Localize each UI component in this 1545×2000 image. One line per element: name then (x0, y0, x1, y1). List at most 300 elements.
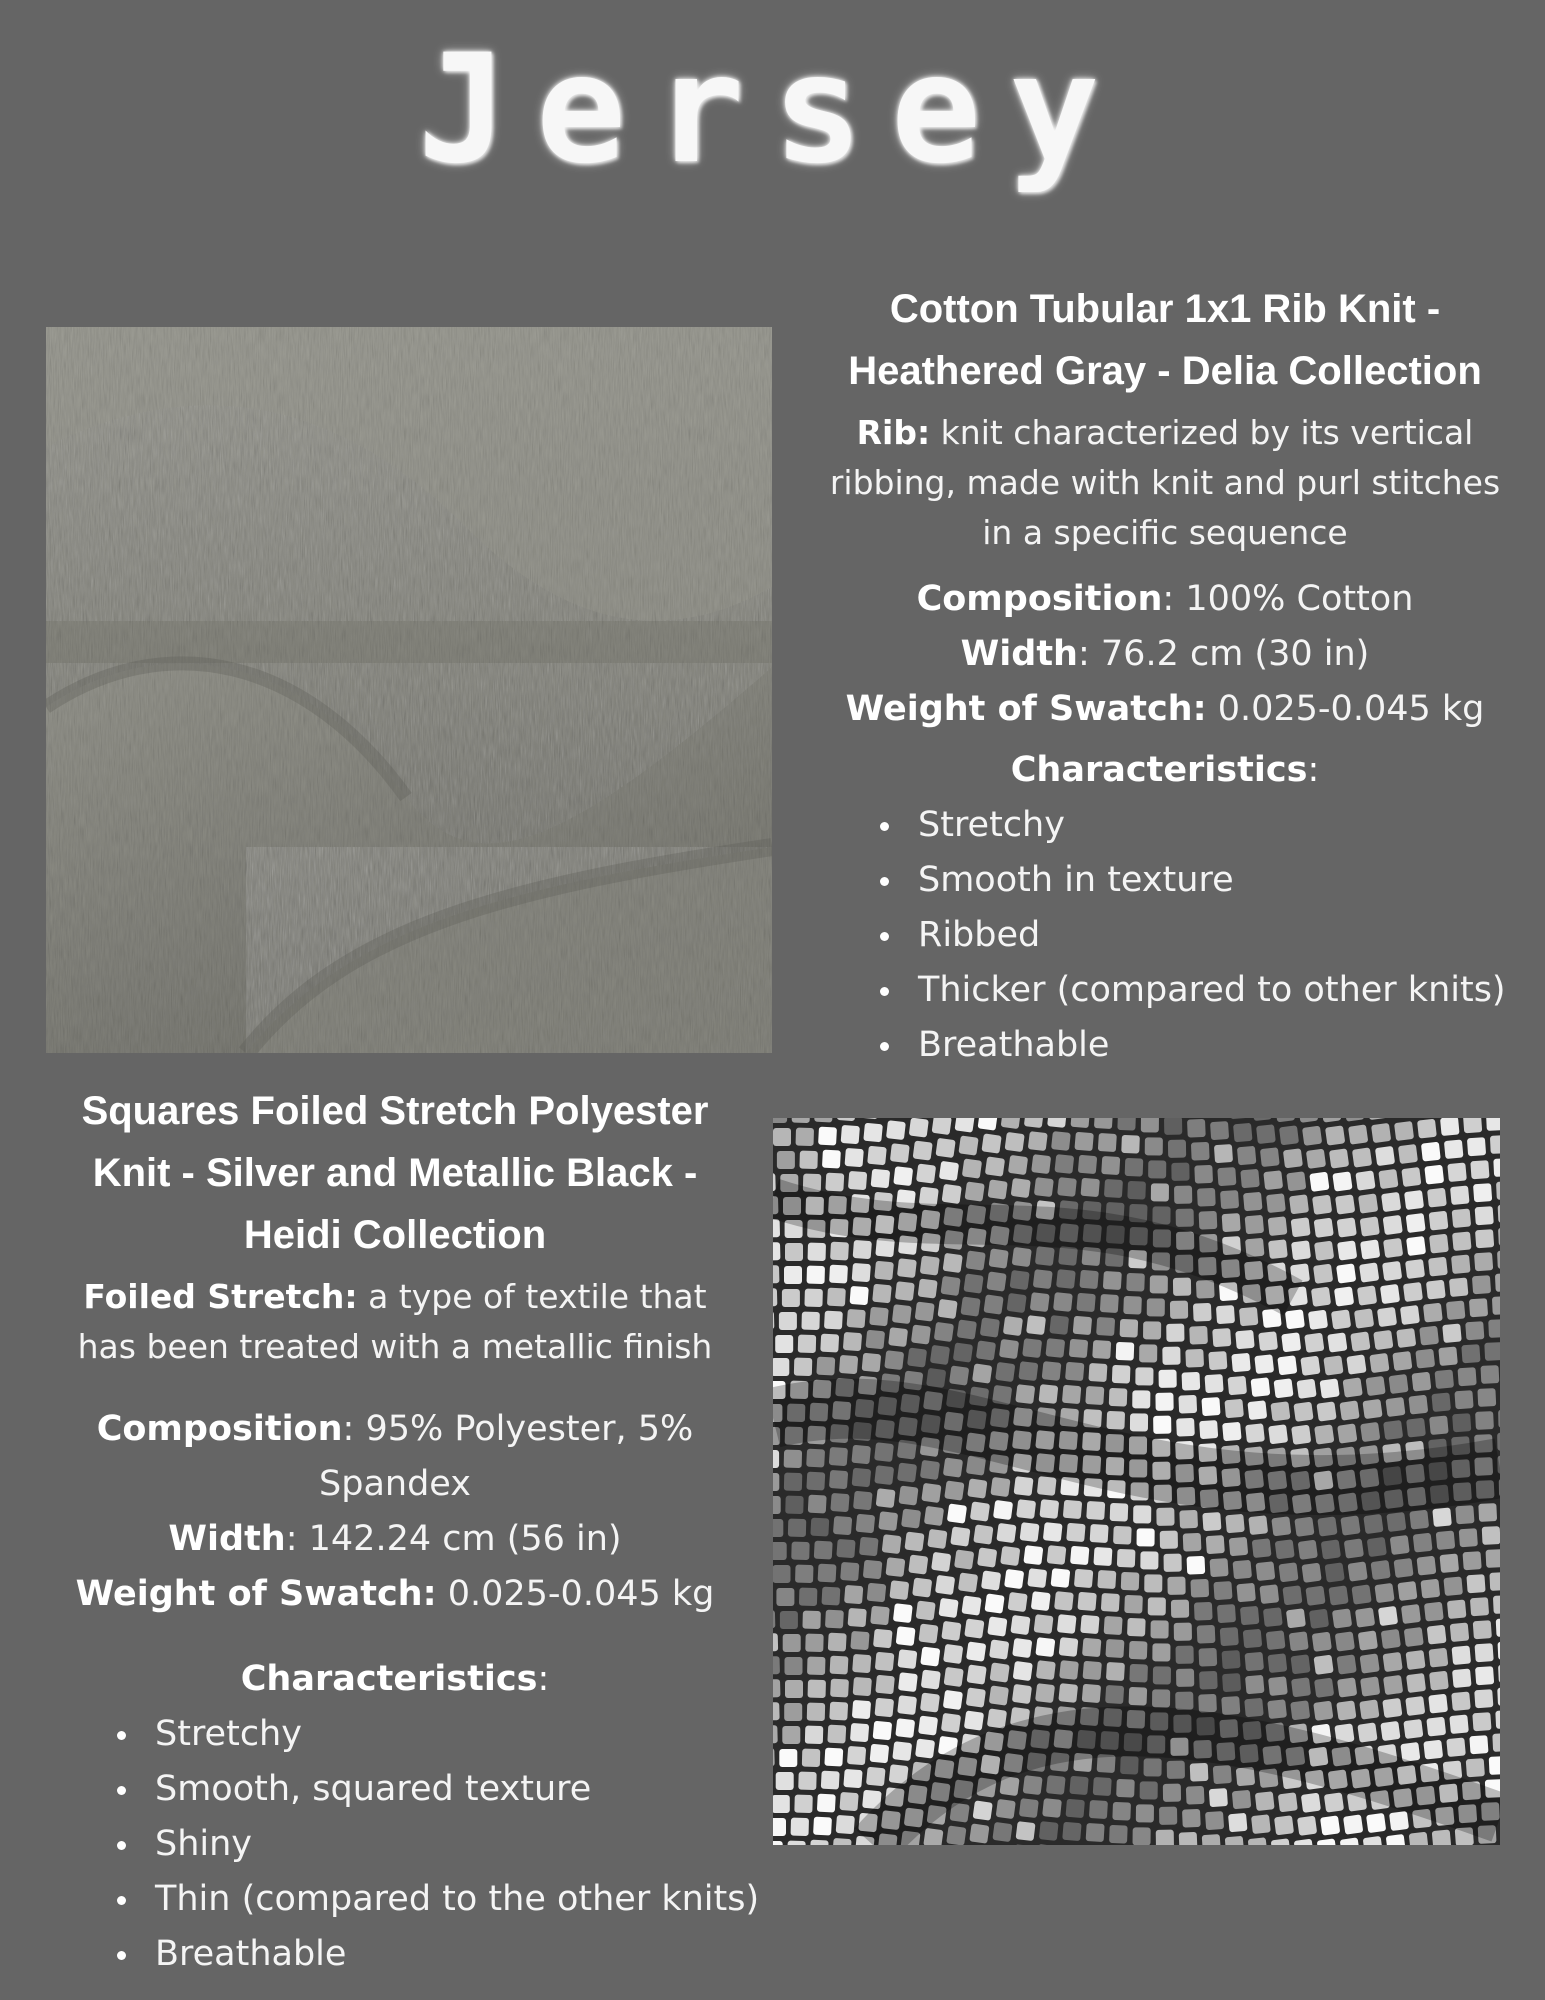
foil-square (987, 1708, 1007, 1728)
foil-square (1005, 1132, 1025, 1152)
foil-square (773, 1496, 781, 1514)
foil-square (1363, 1836, 1383, 1845)
foil-square (1291, 1217, 1311, 1237)
foil-square (1065, 1799, 1084, 1818)
foil-square (1309, 1172, 1329, 1192)
foil-square (837, 1118, 856, 1121)
foil-square (1412, 1372, 1432, 1392)
foil-square (913, 1141, 933, 1161)
foil-square (808, 1680, 826, 1698)
foil-square (1352, 1147, 1372, 1167)
list-item: Thicker (compared to other knits) (870, 963, 1530, 1018)
foil-square (927, 1529, 947, 1549)
foil-square (1252, 1118, 1272, 1121)
foil-square (1096, 1317, 1115, 1336)
foil-square (773, 1679, 780, 1697)
foil-square (904, 1532, 924, 1552)
foil-square (1417, 1119, 1437, 1139)
foil-square (1132, 1390, 1150, 1408)
foil-square (954, 1118, 974, 1133)
foil-square (1248, 1837, 1268, 1845)
foil-square (1085, 1386, 1104, 1405)
foil-square (1394, 1121, 1414, 1141)
foil-square (1336, 1700, 1356, 1720)
foil-square (954, 1549, 974, 1569)
foil-square (782, 1726, 800, 1744)
foil-square (1189, 1326, 1208, 1345)
foil-square (798, 1335, 816, 1353)
foil-square (1367, 1537, 1387, 1557)
foil-square (1059, 1660, 1079, 1680)
foil-square (1409, 1510, 1429, 1530)
foil-square (1312, 1195, 1332, 1215)
foil-square (773, 1242, 780, 1260)
foil-square (1421, 1142, 1441, 1162)
foil-square (1403, 1719, 1423, 1739)
foil-square (983, 1294, 1003, 1314)
foil-square (1472, 1275, 1491, 1294)
foil-square (870, 1606, 890, 1626)
foil-square (1426, 1280, 1446, 1300)
foil-square (1251, 1377, 1271, 1397)
foil-square (1034, 1614, 1054, 1634)
foil-square (1100, 1294, 1119, 1313)
foil-square (833, 1516, 852, 1535)
foil-square (1274, 1815, 1294, 1835)
foil-square (1478, 1503, 1497, 1522)
foil-square (1285, 1309, 1305, 1329)
foil-square (1247, 1400, 1267, 1420)
foil-square (1079, 1270, 1098, 1289)
foil-square (920, 1256, 940, 1276)
foil-square (1373, 1330, 1393, 1350)
foil-square (1367, 1118, 1387, 1120)
product-1-title: Cotton Tubular 1x1 Rib Knit - Heathered Gray - Delia Collection (848, 287, 1482, 393)
foil-square (1020, 1522, 1040, 1542)
foil-square (1210, 1121, 1229, 1140)
foil-square (920, 1647, 940, 1667)
foil-square (1390, 1535, 1410, 1555)
foil-square (1039, 1821, 1059, 1841)
product-1-definition-text: knit characterized by its vertical ribbing, made with knit and purl stitches in a specific sequence (829, 413, 1501, 552)
foil-square (1042, 1361, 1062, 1381)
foil-square (1240, 1606, 1260, 1626)
foil-square (1237, 1146, 1257, 1166)
foil-square (1466, 1758, 1485, 1777)
foil-square (873, 1629, 893, 1649)
foil-square (780, 1611, 798, 1629)
foil-square (1109, 1388, 1128, 1407)
foil-square (1054, 1591, 1074, 1611)
foil-square (1286, 1608, 1306, 1628)
foil-square (1012, 1638, 1032, 1658)
foil-square (875, 1652, 895, 1672)
foil-square (847, 1309, 866, 1328)
foil-square (898, 1486, 918, 1506)
foil-square (1220, 1627, 1239, 1646)
foil-square (882, 1534, 902, 1554)
foil-square (1176, 1418, 1195, 1437)
foil-square (1255, 1791, 1275, 1811)
foil-square (871, 1169, 891, 1189)
foil-square (1039, 1384, 1059, 1404)
foil-square (1205, 1374, 1224, 1393)
foil-square (1268, 1239, 1288, 1259)
foil-square (1012, 1247, 1032, 1267)
foil-square (1469, 1735, 1488, 1754)
foil-square (935, 1138, 955, 1158)
foil-square (1116, 1342, 1135, 1361)
foil-square (1440, 1553, 1460, 1573)
foil-square (1451, 1254, 1471, 1274)
foil-square (828, 1633, 847, 1652)
foil-square (940, 1276, 960, 1296)
foil-square (773, 1795, 790, 1813)
foil-square (1151, 1183, 1169, 1201)
foil-square (1103, 1271, 1122, 1290)
foil-square (785, 1680, 803, 1698)
foil-square (792, 1118, 810, 1123)
foil-square (1174, 1623, 1192, 1641)
foil-square (1159, 1807, 1177, 1825)
foil-square (918, 1624, 938, 1644)
foil-square (1377, 1307, 1397, 1327)
foil-square (1042, 1798, 1062, 1818)
foil-square (1205, 1811, 1224, 1830)
foil-square (1057, 1177, 1077, 1197)
foil-square (953, 1342, 973, 1362)
foil-square (1289, 1194, 1309, 1214)
foil-square (892, 1304, 912, 1324)
foil-square (1097, 1570, 1116, 1589)
foil-square (870, 1744, 890, 1764)
foil-square (958, 1135, 978, 1155)
foil-square (921, 1670, 941, 1690)
list-item: Stretchy (107, 1707, 770, 1762)
foil-square (773, 1702, 780, 1720)
foil-square (1498, 1227, 1500, 1246)
foil-square (829, 1265, 848, 1284)
foil-square (1202, 1834, 1221, 1845)
foil-square (773, 1473, 779, 1491)
foil-square (921, 1483, 941, 1503)
foil-square (1294, 1839, 1314, 1845)
foil-square (1291, 1240, 1311, 1260)
foil-square (1316, 1401, 1336, 1421)
foil-square (1199, 1211, 1218, 1230)
foiled-squares-swatch-image (773, 1118, 1500, 1845)
foil-square (1031, 1154, 1051, 1174)
foil-square (830, 1493, 849, 1512)
foil-square (1380, 1721, 1400, 1741)
foil-square (1293, 1402, 1313, 1422)
product-2-composition-label: Composition (96, 1409, 343, 1449)
foil-square (1497, 1432, 1500, 1450)
foil-square (1199, 1420, 1218, 1439)
product-1-weight-label: Weight of Swatch: (845, 689, 1207, 729)
foil-square (801, 1312, 819, 1330)
foil-square (1429, 1234, 1449, 1254)
foil-square (1069, 1776, 1088, 1795)
foil-square (911, 1325, 931, 1345)
foil-square (1078, 1155, 1097, 1174)
foil-square (850, 1286, 869, 1305)
foil-square (1034, 1177, 1054, 1197)
foil-square (1492, 1733, 1500, 1752)
foil-square (963, 1273, 983, 1293)
foil-square (1175, 1692, 1193, 1710)
foil-square (784, 1703, 802, 1721)
foil-square (960, 1296, 980, 1316)
foil-square (1392, 1351, 1412, 1371)
foil-square (1088, 1363, 1107, 1382)
foil-square (912, 1578, 932, 1598)
foil-square (1037, 1844, 1057, 1845)
foil-square (1311, 1287, 1331, 1307)
foil-square (1252, 1538, 1272, 1558)
foil-square (818, 1564, 837, 1583)
foil-square (1469, 1298, 1488, 1317)
foil-square (934, 1322, 954, 1342)
foil-square (1383, 1675, 1403, 1695)
foil-square (1035, 1637, 1055, 1657)
foil-square (1156, 1830, 1174, 1845)
foil-square (1208, 1351, 1227, 1370)
foil-square (1489, 1572, 1500, 1591)
foil-square (1082, 1638, 1101, 1657)
foil-square (978, 1118, 998, 1131)
foil-square (1359, 1262, 1379, 1282)
foil-square (1474, 1689, 1493, 1708)
foil-square (1279, 1125, 1299, 1145)
foil-square (1214, 1144, 1233, 1163)
foil-square (1490, 1135, 1500, 1154)
foil-square (1171, 1600, 1189, 1618)
foil-square (1201, 1397, 1220, 1416)
foil-square (1277, 1355, 1297, 1375)
foil-square (1117, 1118, 1136, 1131)
foil-square (1291, 1677, 1311, 1697)
foil-square (897, 1463, 917, 1483)
product-2-definition-text: a type of textile that has been treated with a metallic finish (77, 1277, 713, 1366)
foil-square (1360, 1216, 1380, 1236)
foil-square (1008, 1155, 1028, 1175)
foil-square (967, 1478, 987, 1498)
foil-square (1089, 1800, 1108, 1819)
foil-square (1328, 1585, 1348, 1605)
foil-square (782, 1289, 800, 1307)
foil-square (1451, 1691, 1471, 1711)
foil-square (1449, 1714, 1469, 1734)
foil-square (807, 1266, 825, 1284)
foil-square (1167, 1761, 1185, 1779)
foil-square (1386, 1834, 1406, 1845)
foil-square (890, 1143, 910, 1163)
foil-square (1492, 1296, 1500, 1315)
foil-square (980, 1317, 1000, 1337)
product-2-info (20, 1080, 770, 1982)
foil-square (1220, 1190, 1239, 1209)
foil-square (1268, 1424, 1288, 1444)
foil-square (863, 1123, 883, 1143)
foil-square (1076, 1293, 1095, 1312)
foil-square (867, 1146, 887, 1166)
foil-square (1429, 1211, 1449, 1231)
foil-square (1011, 1178, 1031, 1198)
product-1-composition (800, 572, 1530, 627)
foil-square (1104, 1616, 1123, 1635)
foil-square (1144, 1574, 1162, 1592)
foil-square (1337, 1654, 1357, 1674)
foil-square (886, 1120, 906, 1140)
foil-square (1190, 1579, 1209, 1598)
foil-square (1282, 1585, 1302, 1605)
foil-square (1070, 1118, 1089, 1128)
foil-square (869, 1307, 889, 1327)
foil-square (1244, 1698, 1264, 1718)
foil-square (1190, 1763, 1209, 1782)
foil-square (1225, 1514, 1245, 1534)
foil-square (897, 1258, 917, 1278)
foil-square (999, 1339, 1019, 1359)
product-2-characteristics-label: Characteristics (240, 1659, 538, 1699)
foil-square (1137, 1528, 1155, 1546)
foil-square (1098, 1133, 1117, 1152)
foil-square (1337, 1677, 1357, 1697)
foil-square (1046, 1775, 1066, 1795)
foil-square (1496, 1618, 1500, 1637)
foil-square (1047, 1545, 1067, 1565)
foil-square (1116, 1779, 1135, 1798)
foil-square (1317, 1516, 1337, 1536)
product-1-characteristics-label: Characteristics (1010, 750, 1308, 790)
foil-square (773, 1725, 778, 1743)
foil-square (1381, 1629, 1401, 1649)
foil-square (1105, 1639, 1124, 1658)
foil-square (1447, 1162, 1467, 1182)
foil-square (1381, 1192, 1401, 1212)
foil-square (1413, 1533, 1433, 1553)
foil-square (1194, 1602, 1213, 1621)
foil-square (804, 1289, 822, 1307)
foil-square (1337, 1217, 1357, 1237)
foil-square (1481, 1365, 1500, 1384)
foil-square (1332, 1608, 1352, 1628)
foil-square (1140, 1781, 1158, 1799)
foil-square (1062, 1822, 1081, 1841)
foil-square (901, 1509, 921, 1529)
foil-square (1306, 1149, 1326, 1169)
foil-square (1431, 1392, 1451, 1412)
foil-square (1171, 1163, 1189, 1181)
foil-square (1019, 1798, 1039, 1818)
foil-square (1450, 1185, 1470, 1205)
foil-square (1323, 1355, 1343, 1375)
foil-square (822, 1150, 841, 1169)
foil-square (1080, 1615, 1099, 1634)
foil-square (1126, 1273, 1145, 1292)
foil-square (1113, 1526, 1132, 1545)
foil-square (1086, 1823, 1105, 1842)
foil-square (1382, 1261, 1402, 1281)
foil-square (1489, 1756, 1500, 1775)
foil-square (1423, 1740, 1443, 1760)
foil-square (1348, 1561, 1368, 1581)
foil-square (1224, 1399, 1244, 1419)
foil-square (1022, 1338, 1042, 1358)
foil-square (1360, 1239, 1380, 1259)
foil-square (1129, 1687, 1148, 1706)
foil-square (1325, 1562, 1345, 1582)
foil-square (829, 1470, 848, 1489)
foil-square (1263, 1170, 1283, 1190)
foil-square (1232, 1790, 1252, 1810)
foil-square (1213, 1581, 1232, 1600)
foil-square (1174, 1186, 1192, 1204)
foil-square (1217, 1604, 1236, 1623)
foil-square (1094, 1118, 1113, 1129)
foil-square (843, 1332, 862, 1351)
foil-square (813, 1817, 832, 1836)
foil-square (848, 1608, 867, 1627)
foil-square (1152, 1689, 1170, 1707)
foil-square (783, 1634, 801, 1652)
foil-square (807, 1657, 825, 1675)
foil-square (961, 1595, 981, 1615)
foil-square (1035, 1246, 1055, 1266)
foil-square (1245, 1423, 1265, 1443)
list-item: Thin (compared to the other knits) (107, 1872, 770, 1927)
foil-square (805, 1726, 823, 1744)
foil-square (1168, 1140, 1186, 1158)
foil-square (1016, 1499, 1036, 1519)
foil-square (973, 1524, 993, 1544)
foil-square (1332, 1171, 1352, 1191)
foil-square (920, 1693, 940, 1713)
foil-square (1360, 1653, 1380, 1673)
foil-square (1023, 1545, 1043, 1565)
foil-square (993, 1500, 1013, 1520)
foil-square (1198, 1694, 1217, 1713)
foil-square (853, 1677, 872, 1696)
foil-square (1297, 1379, 1317, 1399)
foil-square (1380, 1284, 1400, 1304)
list-item: Ribbed (870, 908, 1530, 963)
foil-square (1475, 1411, 1494, 1430)
foil-square (1470, 1597, 1489, 1616)
foil-square (1360, 1422, 1380, 1442)
foil-square (851, 1445, 871, 1465)
product-1-characteristics-list (870, 798, 1530, 1073)
foil-square (931, 1552, 951, 1572)
foil-square (1110, 1503, 1129, 1522)
foil-square (1225, 1836, 1245, 1845)
foil-square (977, 1547, 997, 1567)
foil-square (1176, 1646, 1194, 1664)
product-2-weight (20, 1567, 770, 1622)
foil-square (943, 1457, 963, 1477)
foil-square (1359, 1699, 1379, 1719)
foil-square (1179, 1832, 1198, 1845)
foil-square (1278, 1792, 1298, 1812)
foil-square (958, 1572, 978, 1592)
foil-square (1194, 1165, 1213, 1184)
foil-square (1145, 1137, 1163, 1155)
foil-square (924, 1506, 944, 1526)
foil-square (1366, 1376, 1386, 1396)
foil-square (1058, 1683, 1078, 1703)
product-2-characteristics-colon: : (537, 1659, 550, 1699)
